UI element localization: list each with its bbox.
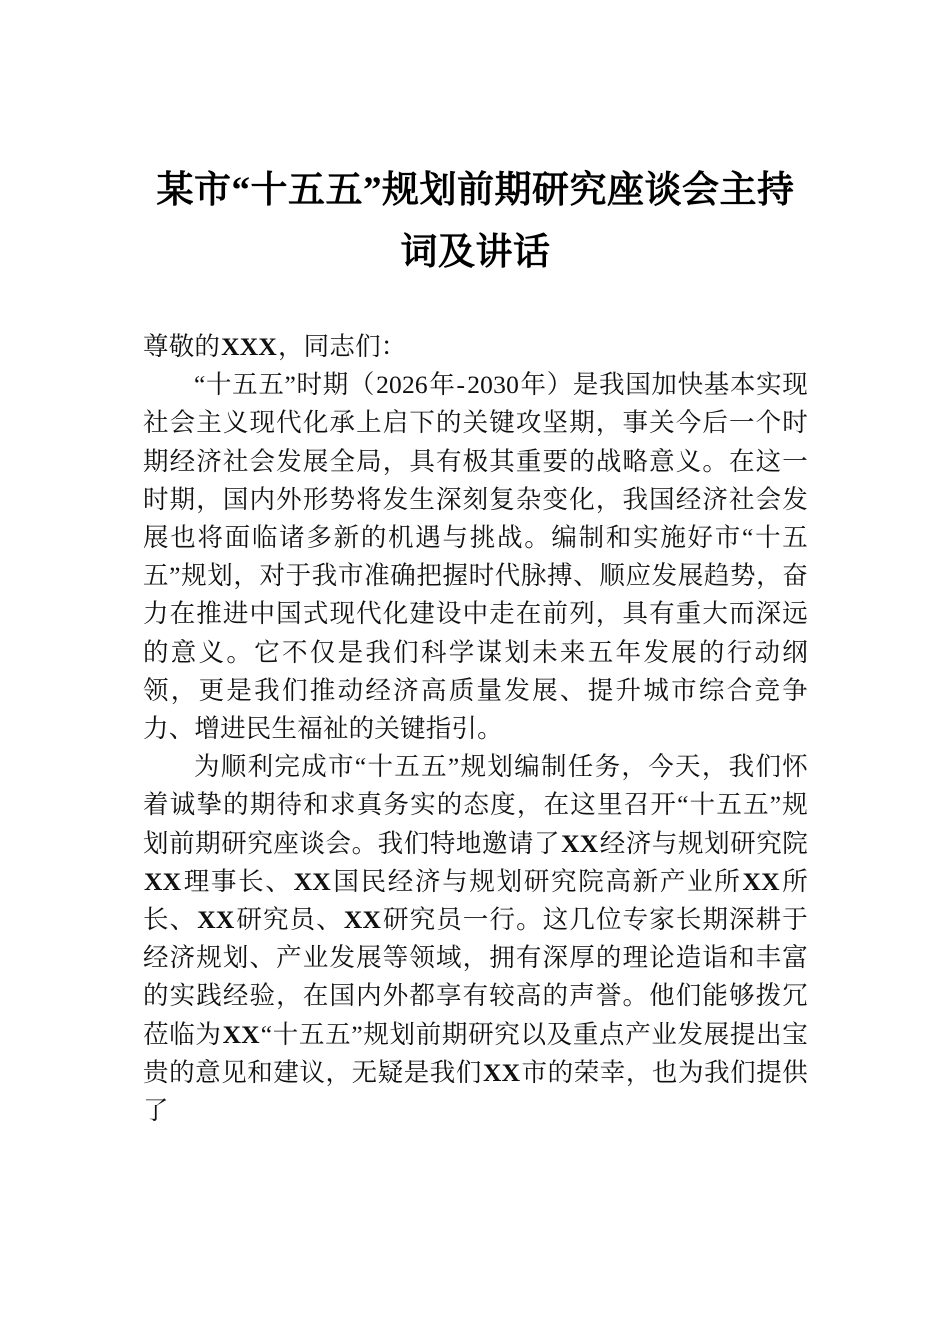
year-dash: - — [456, 370, 466, 400]
salutation-text: 尊敬的 — [143, 332, 221, 361]
salutation-tail: ，同志们： — [277, 332, 407, 361]
paragraph-2: 为顺利完成市“十五五”规划编制任务，今天，我们怀着诚挚的期待和求真务实的态度，在这里召开“十五五”规划前期研究座谈会。我们特地邀请了XX经济与规划研究院XX理事长、XX国民经济与规划研究院高新产业所XX所长、XX研究员、XX研究员一行。这几位专家长期深耕于经济规划、产业发展等领域，拥有深厚的理论造诣和丰富的实践经验，在国内外都享有较高的声誉。他们能够拨冗莅临为XX“十五五”规划前期研究以及重点产业发展提出宝贵的意见和建议，无疑是我们XX市的荣幸，也为我们提供了 — [143, 752, 808, 1126]
recipient-placeholder: XXX — [221, 332, 277, 361]
salutation-line — [143, 328, 808, 366]
document-content — [143, 0, 808, 1130]
document-body — [143, 328, 808, 1130]
year-start: 2026 — [376, 370, 428, 400]
year-end: 2030 — [467, 370, 520, 400]
paragraph-1: “十五五”时期（2026年-2030年）是我国加快基本实现社会主义现代化承上启下的关键攻坚期，事关今后一个时期经济社会发展全局，具有极其重要的战略意义。在这一时期，国内外形势将发生深刻复杂变化，我国经济社会发展也将面临诸多新的机遇与挑战。编制和实施好市“十五五”规划，对于我市准确把握时代脉搏、顺应发展趋势，奋力在推进中国式现代化建设中走在前列，具有重大而深远的意义。它不仅是我们科学谋划未来五年发展的行动纲领，更是我们推动经济高质量发展、提升城市综合竞争力、增进民生福祉的关键指引。 — [143, 370, 808, 744]
page-title: 某市“十五五”规划前期研究座谈会主持词及讲话 — [156, 170, 795, 273]
